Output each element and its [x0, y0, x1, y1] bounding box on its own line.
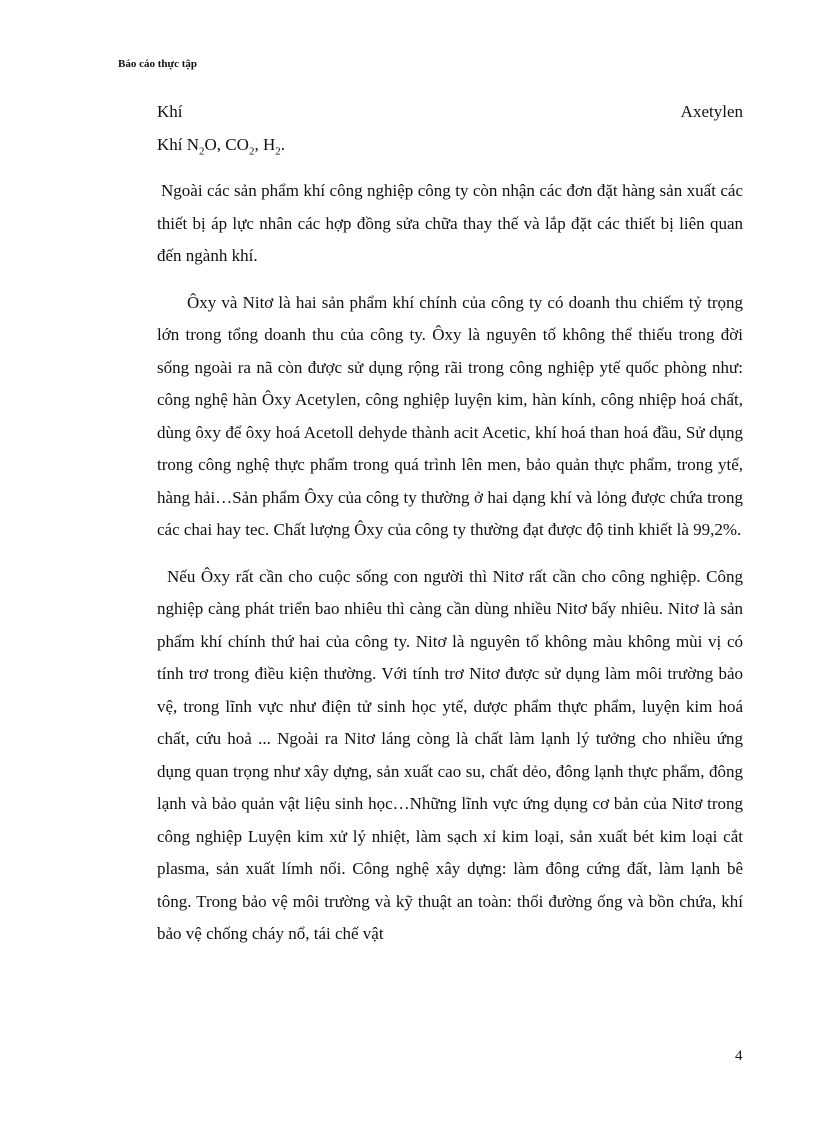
page-number: 4: [735, 1048, 743, 1064]
formula-subscript: 2: [248, 144, 255, 157]
formula-text: , H: [254, 134, 276, 154]
gas-list-value: Axetylen: [680, 102, 743, 121]
paragraph-other-products: Ngoài các sản phẩm khí công nghiệp công ty còn nhận các đơn đặt hàng sản xuất các thiết bị áp lực nhân các hợp đồng sửa chữa thay thế và lắp đặt các thiết bị liên quan đến ngành khí.: [157, 181, 743, 265]
formula-text: .: [280, 134, 285, 154]
paragraph-oxygen: Ôxy và Nitơ là hai sản phẩm khí chính của công ty có doanh thu chiếm tỷ trọng lớn trong tổng doanh thu của công ty. Ôxy là nguyên tố không thể thiếu trong đời sống ngoài ra nã còn được sử dụng rộng rãi trong công nghiệp ytế quốc phòng như: công nghệ hàn Ôxy Acetylen, công nghiệp luyện kim, hàn kính, công nhiệp hoá chất, dùng ôxy để ôxy hoá Acetoll dehyde thành acit Acetic, khí hoá than hoá đầu, Sử dụng trong công nghệ thực phẩm trong quá trình lên men, bảo quản thực phẩm, trong ytế, hàng hải…Sản phẩm Ôxy của công ty thường ở hai dạng khí và lỏng được chứa trong các chai hay tec. Chất lượng Ôxy của công ty thường đạt được độ tinh khiết là 99,2%.: [157, 292, 743, 539]
gas-list-label: Khí: [157, 102, 183, 121]
formula-prefix: Khí N: [157, 134, 200, 154]
formula-subscript: 2: [275, 144, 281, 157]
formula-subscript: 2: [199, 144, 205, 157]
formula-text: O, CO: [204, 134, 249, 154]
document-body: [157, 96, 743, 951]
document-header: Báo cáo thực tập: [118, 58, 198, 70]
gas-list-item-axetylen: [157, 96, 743, 129]
gas-list-item-formulas: [157, 129, 743, 162]
paragraph-nitrogen: Nếu Ôxy rất cần cho cuộc sống con người thì Nitơ rất cần cho công nghiệp. Công nghiệp càng phát triển bao nhiêu thì càng cần dùng nhiều Nitơ bấy nhiêu. Nitơ là sản phẩm khí chính thứ hai của công ty. Nitơ là nguyên tố không màu không mùi vị có tính trơ trong điều kiện thường. Với tính trơ Nitơ được sử dụng làm môi trường bảo vệ, trong lĩnh vực như điện tử sinh học ytế, dược phẩm thực phẩm, luyện kim hoá chất, cứu hoả ... Ngoài ra Nitơ láng còng là chất làm lạnh lý tưởng cho nhiều ứng dụng quan trọng như xây dựng, sản xuất cao su, chất dẻo, đông lạnh thực phẩm, đông lạnh và bảo quản vật liệu sinh học…Những lĩnh vực ứng dụng cơ bản của Nitơ trong công nghiệp Luyện kim xử lý nhiệt, làm sạch xỉ kim loại, sản xuất bét kim loại cắt plasma, sản xuất límh nổi. Công nghệ xây dựng: làm đông cứng đất, làm lạnh bê tông. Trong bảo vệ môi trường và kỹ thuật an toàn: thổi đường ống và bồn chứa, khí bảo vệ chống cháy nổ, tái chế vật: [157, 566, 743, 943]
